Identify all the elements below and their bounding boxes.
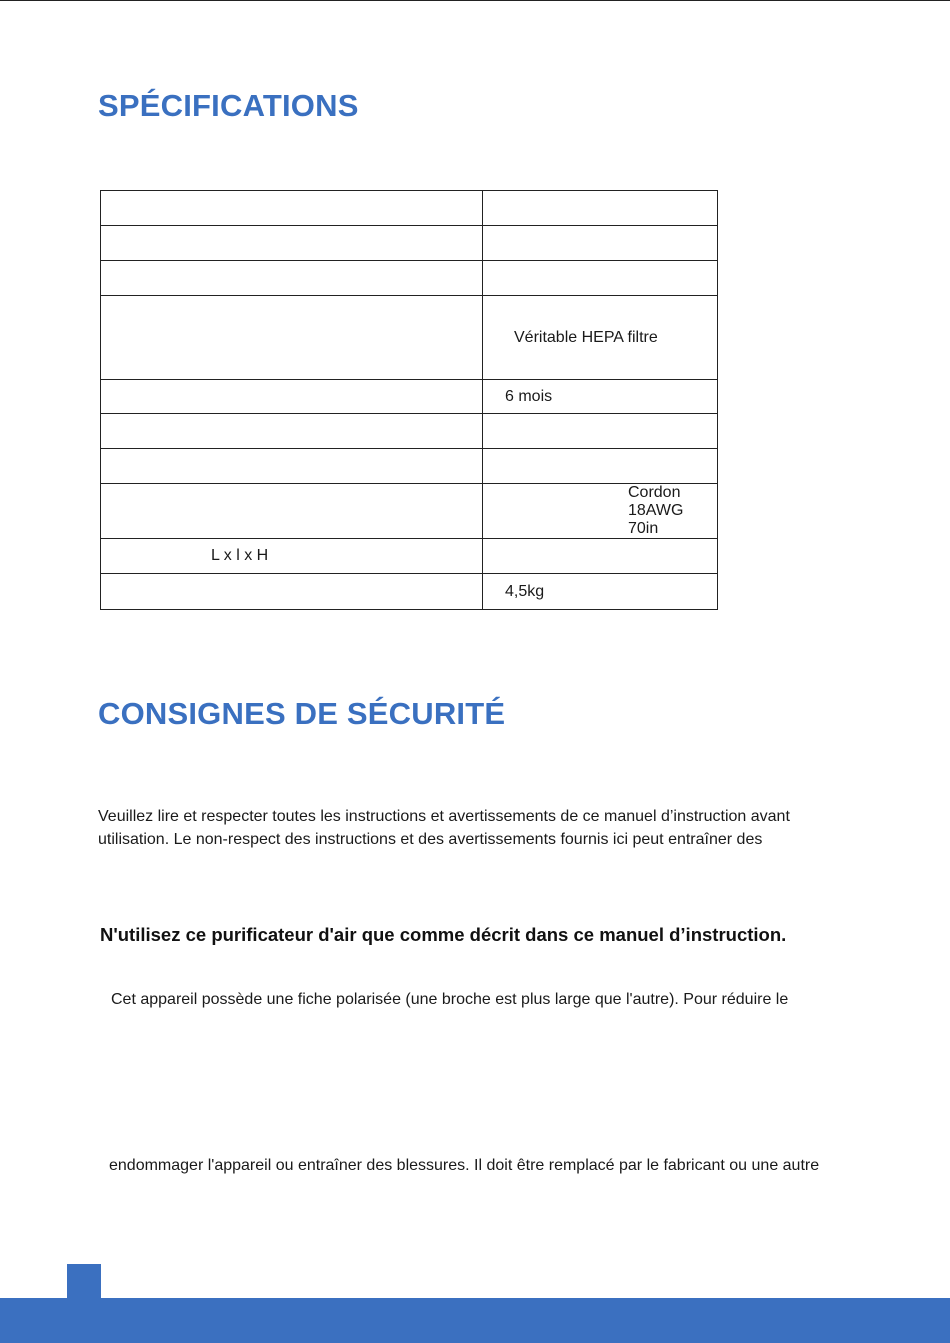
spec-value <box>483 226 718 261</box>
usage-warning: N'utilisez ce purificateur d'air que comme décrit dans ce manuel d’instruction. <box>100 924 787 945</box>
spec-value <box>483 191 718 226</box>
spec-row <box>101 574 718 610</box>
safety-intro-line-2: utilisation. Le non-respect des instructions et des avertissements fournis ici peut entraîner des <box>98 831 763 848</box>
safety-intro-line-1: Veuillez lire et respecter toutes les instructions et avertissements de ce manuel d’instruction avant <box>98 808 790 825</box>
spec-row <box>101 226 718 261</box>
spec-label <box>101 261 483 296</box>
spec-row <box>101 191 718 226</box>
spec-value <box>483 449 718 484</box>
spec-row <box>101 414 718 449</box>
spec-label-dimensions: L x l x H <box>101 539 483 574</box>
spec-label <box>101 484 483 539</box>
cord-damage-text: endommager l'appareil ou entraîner des blessures. Il doit être remplacé par le fabricant ou une autre <box>109 1157 820 1174</box>
spec-label <box>101 226 483 261</box>
safety-heading: CONSIGNES DE SÉCURITÉ <box>98 696 506 731</box>
top-rule <box>0 0 950 1</box>
footer-bar <box>0 1298 950 1343</box>
specifications-table <box>100 190 718 610</box>
spec-row <box>101 484 718 539</box>
spec-value <box>483 539 718 574</box>
spec-value <box>483 414 718 449</box>
spec-label <box>101 414 483 449</box>
specifications-heading: SPÉCIFICATIONS <box>98 88 359 123</box>
spec-label <box>101 380 483 414</box>
spec-row <box>101 261 718 296</box>
spec-value <box>483 261 718 296</box>
page-tab <box>67 1264 101 1343</box>
spec-row <box>101 539 718 574</box>
spec-value-filter-life: 6 mois <box>483 380 718 414</box>
spec-value-weight: 4,5kg <box>483 574 718 610</box>
spec-value-filter: Véritable HEPA filtre <box>483 296 718 380</box>
spec-label <box>101 574 483 610</box>
spec-label <box>101 449 483 484</box>
spec-label <box>101 296 483 380</box>
polarized-plug-text: Cet appareil possède une fiche polarisée (une broche est plus large que l'autre). Pour réduire le <box>111 991 789 1008</box>
spec-label <box>101 191 483 226</box>
spec-row <box>101 296 718 380</box>
spec-row <box>101 380 718 414</box>
spec-row <box>101 449 718 484</box>
spec-value-cord: Cordon 18AWG 70in <box>483 484 718 539</box>
